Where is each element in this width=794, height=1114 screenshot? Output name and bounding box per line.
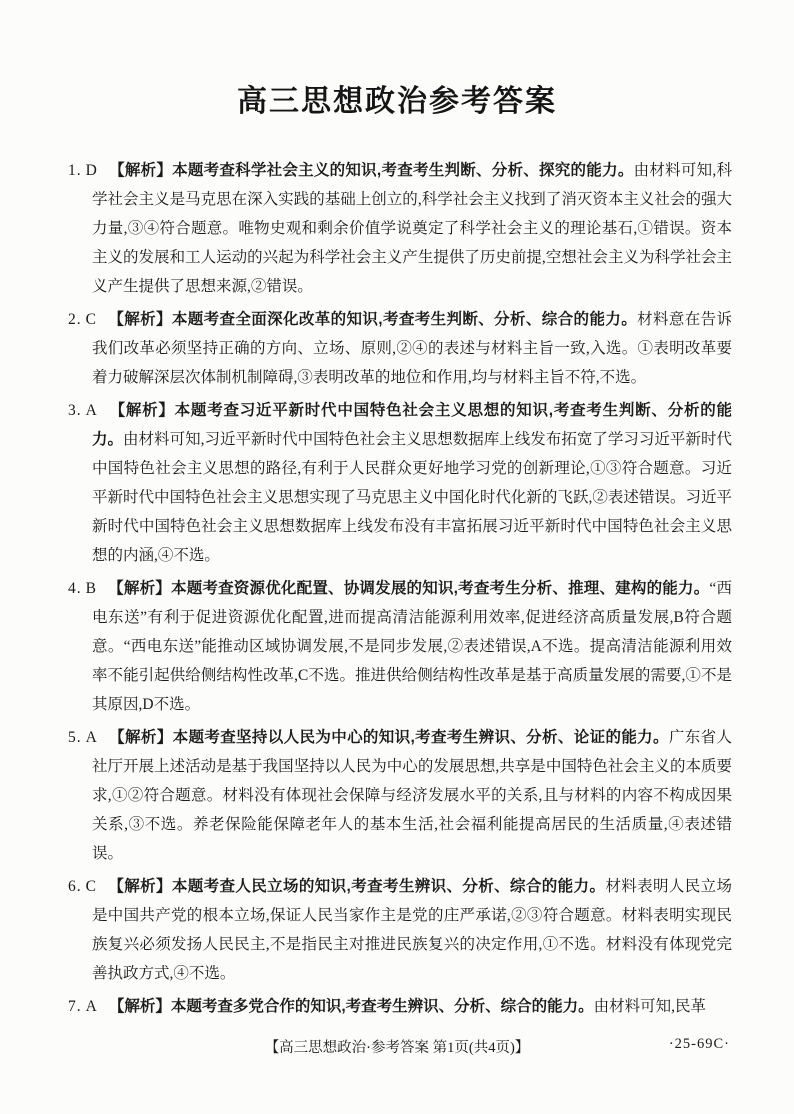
answer-item-1: [68, 156, 732, 301]
answer-list: [68, 156, 732, 1021]
analysis-body: 由材料可知,民革: [593, 998, 707, 1015]
analysis-heading: 【解析】本题考查全面深化改革的知识,考查考生判断、分析、综合的能力。: [107, 311, 638, 328]
answer-letter: A: [85, 729, 97, 746]
answer-item-5: [68, 723, 732, 868]
analysis-body: 由材料可知,科学社会主义是马克思在深入实践的基础上创立的,科学社会主义找到了消灭资本主义社会的强大力量,③④符合题意。唯物史观和剩余价值学说奠定了科学社会主义的理论基石,①错误。资本主义的发展和工人运动的兴起为科学社会主义产生提供了历史前提,空想社会主义为科学社会主义产生提供了思想来源,②错误。: [92, 162, 732, 295]
footer-caption: 【高三思想政治·参考答案 第1页(共4页)】: [264, 1040, 530, 1056]
question-number: 5.: [68, 729, 82, 746]
page-footer: [0, 1036, 794, 1058]
answer-letter: C: [85, 311, 96, 328]
footer-paper-code: ·25-69C·: [668, 1036, 730, 1052]
question-number: 7.: [68, 998, 82, 1015]
question-number: 2.: [68, 311, 82, 328]
question-number: 4.: [68, 580, 82, 597]
answer-letter: C: [85, 878, 96, 895]
analysis-heading: 【解析】本题考查资源优化配置、协调发展的知识,考查考生分析、推理、建构的能力。: [107, 580, 710, 597]
answer-letter: B: [85, 580, 96, 597]
answer-letter: A: [85, 402, 97, 419]
answer-item-6: [68, 872, 732, 988]
answer-item-2: [68, 305, 732, 392]
answer-item-7: [68, 992, 732, 1021]
analysis-heading: 【解析】本题考查科学社会主义的知识,考查考生判断、分析、探究的能力。: [108, 162, 634, 179]
analysis-heading: 【解析】本题考查多党合作的知识,考查考生辨识、分析、综合的能力。: [108, 998, 594, 1015]
answer-letter: D: [85, 162, 97, 179]
answer-item-3: [68, 396, 732, 570]
question-number: 1.: [68, 162, 82, 179]
analysis-body: 由材料可知,习近平新时代中国特色社会主义思想数据库上线发布拓宽了学习习近平新时代中国特色社会主义思想的路径,有利于人民群众更好地学习党的创新理论,①③符合题意。习近平新时代中国特色社会主义思想实现了马克思主义中国化时代化新的飞跃,②表述错误。习近平新时代中国特色社会主义思想数据库上线发布没有丰富拓展习近平新时代中国特色社会主义思想的内涵,④不选。: [92, 431, 732, 564]
analysis-body: 材料意在告诉我们改革必须坚持正确的方向、立场、原则,②④的表述与材料主旨一致,入选。①表明改革要着力破解深层次体制机制障碍,③表明改革的地位和作用,均与材料主旨不符,不选。: [92, 311, 732, 386]
page-title: 高三思想政治参考答案: [237, 85, 557, 118]
analysis-heading: 【解析】本题考查习近平新时代中国特色社会主义思想的知识,考查考生判断、分析的能力。: [92, 402, 732, 448]
answer-item-4: [68, 574, 732, 719]
analysis-heading: 【解析】本题考查坚持以人民为中心的知识,考查考生辨识、分析、论证的能力。: [108, 729, 669, 746]
question-number: 6.: [68, 878, 82, 895]
analysis-heading: 【解析】本题考查人民立场的知识,考查考生辨识、分析、综合的能力。: [107, 878, 606, 895]
question-number: 3.: [68, 402, 82, 419]
analysis-body: 材料表明人民立场是中国共产党的根本立场,保证人民当家作主是党的庄严承诺,②③符合题意。材料表明实现民族复兴必须发扬人民民主,不是指民主对推进民族复兴的决定作用,①不选。材料没有体现党完善执政方式,④不选。: [92, 878, 732, 982]
analysis-body: “西电东送”有利于促进资源优化配置,进而提高清洁能源利用效率,促进经济高质量发展,B符合题意。“西电东送”能推动区域协调发展,不是同步发展,②表述错误,A不选。提高清洁能源利用效率不能引起供给侧结构性改革,C不选。推进供给侧结构性改革是基于高质量发展的需要,①不是其原因,D不选。: [92, 580, 732, 713]
answer-letter: A: [85, 998, 97, 1015]
analysis-body: 广东省人社厅开展上述活动是基于我国坚持以人民为中心的发展思想,共享是中国特色社会主义的本质要求,①②符合题意。材料没有体现社会保障与经济发展水平的关系,且与材料的内容不构成因果关系,③不选。养老保险能保障老年人的基本生活,社会福利能提高居民的生活质量,④表述错误。: [92, 729, 732, 862]
